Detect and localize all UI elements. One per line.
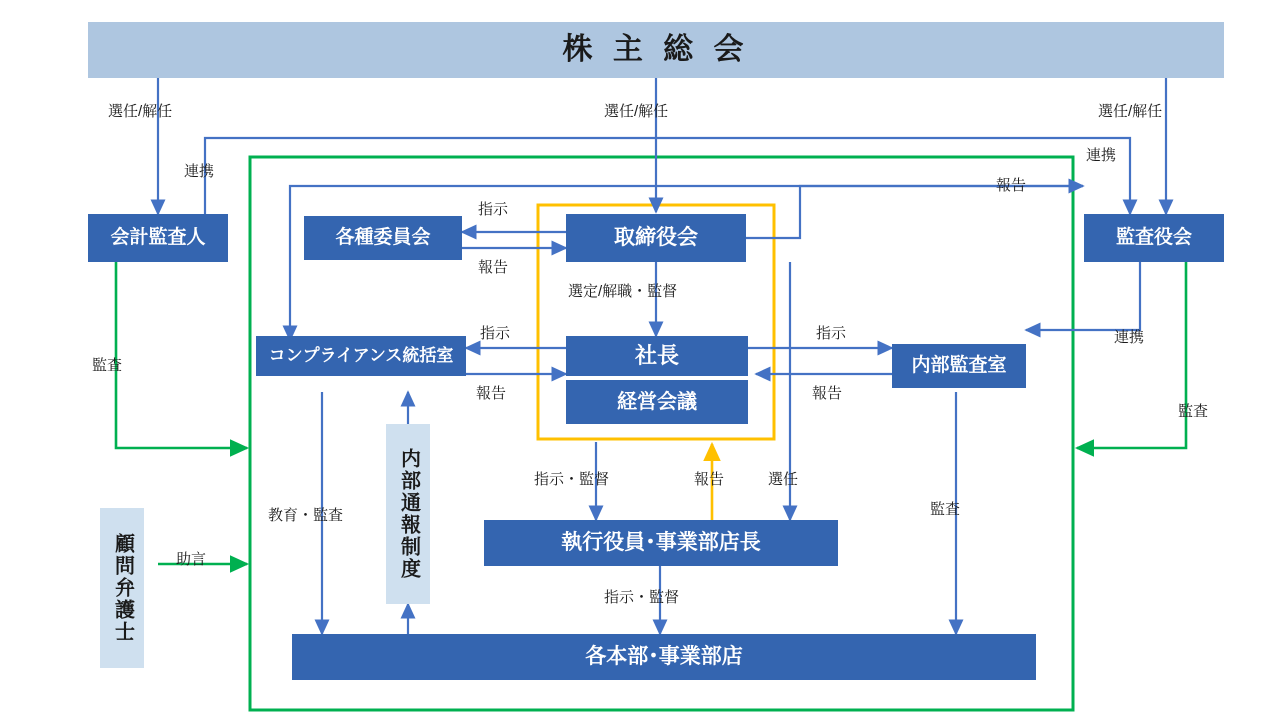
- label-instruction-compliance: 指示: [480, 325, 511, 342]
- label-appoint-dismiss-right: 選任/解任: [1098, 103, 1163, 120]
- label-appoint-dismiss-left: 選任/解任: [108, 103, 173, 120]
- label-instruction-supervise-exec: 指示・監督: [534, 471, 610, 488]
- node-whistleblowing-system: 内部通報制度: [386, 424, 430, 604]
- label-audit-internal: 監査: [930, 501, 961, 518]
- node-divisions: 各本部･事業部店: [292, 634, 1036, 680]
- label-report-committees: 報告: [478, 259, 509, 276]
- label-instruction-committees: 指示: [478, 201, 509, 218]
- node-shareholders-meeting: 株 主 総 会: [88, 22, 1224, 78]
- node-legal-advisor: 顧問弁護士: [100, 508, 144, 668]
- label-audit-right: 監査: [1178, 403, 1209, 420]
- label-report-exec: 報告: [694, 471, 725, 488]
- node-internal-audit-office: 内部監査室: [892, 344, 1026, 388]
- label-select-dismiss-supervise: 選定/解職・監督: [568, 283, 678, 300]
- node-accounting-auditor: 会計監査人: [88, 214, 228, 262]
- label-report-compliance: 報告: [476, 385, 507, 402]
- node-audit-board: 監査役会: [1084, 214, 1224, 262]
- node-president: 社長: [566, 336, 748, 376]
- node-management-meeting: 経営会議: [566, 380, 748, 424]
- label-appoint-dismiss-center: 選任/解任: [604, 103, 669, 120]
- node-compliance-office: コンプライアンス統括室: [256, 336, 466, 376]
- label-education-audit: 教育・監査: [268, 507, 344, 524]
- label-cooperation-audit-room: 連携: [1114, 329, 1145, 346]
- label-instruction-supervise-div: 指示・監督: [604, 589, 680, 606]
- label-cooperation-left: 連携: [184, 163, 215, 180]
- label-appoint-exec: 選任: [768, 471, 799, 488]
- label-audit-left: 監査: [92, 357, 123, 374]
- label-cooperation-right: 連携: [1086, 147, 1117, 164]
- label-report-internal-audit: 報告: [812, 385, 843, 402]
- node-committees: 各種委員会: [304, 216, 462, 260]
- node-board-of-directors: 取締役会: [566, 214, 746, 262]
- node-executive-officers: 執行役員･事業部店長: [484, 520, 838, 566]
- label-advice: 助言: [176, 551, 207, 568]
- label-report-top: 報告: [996, 177, 1027, 194]
- label-instruction-internal-audit: 指示: [816, 325, 847, 342]
